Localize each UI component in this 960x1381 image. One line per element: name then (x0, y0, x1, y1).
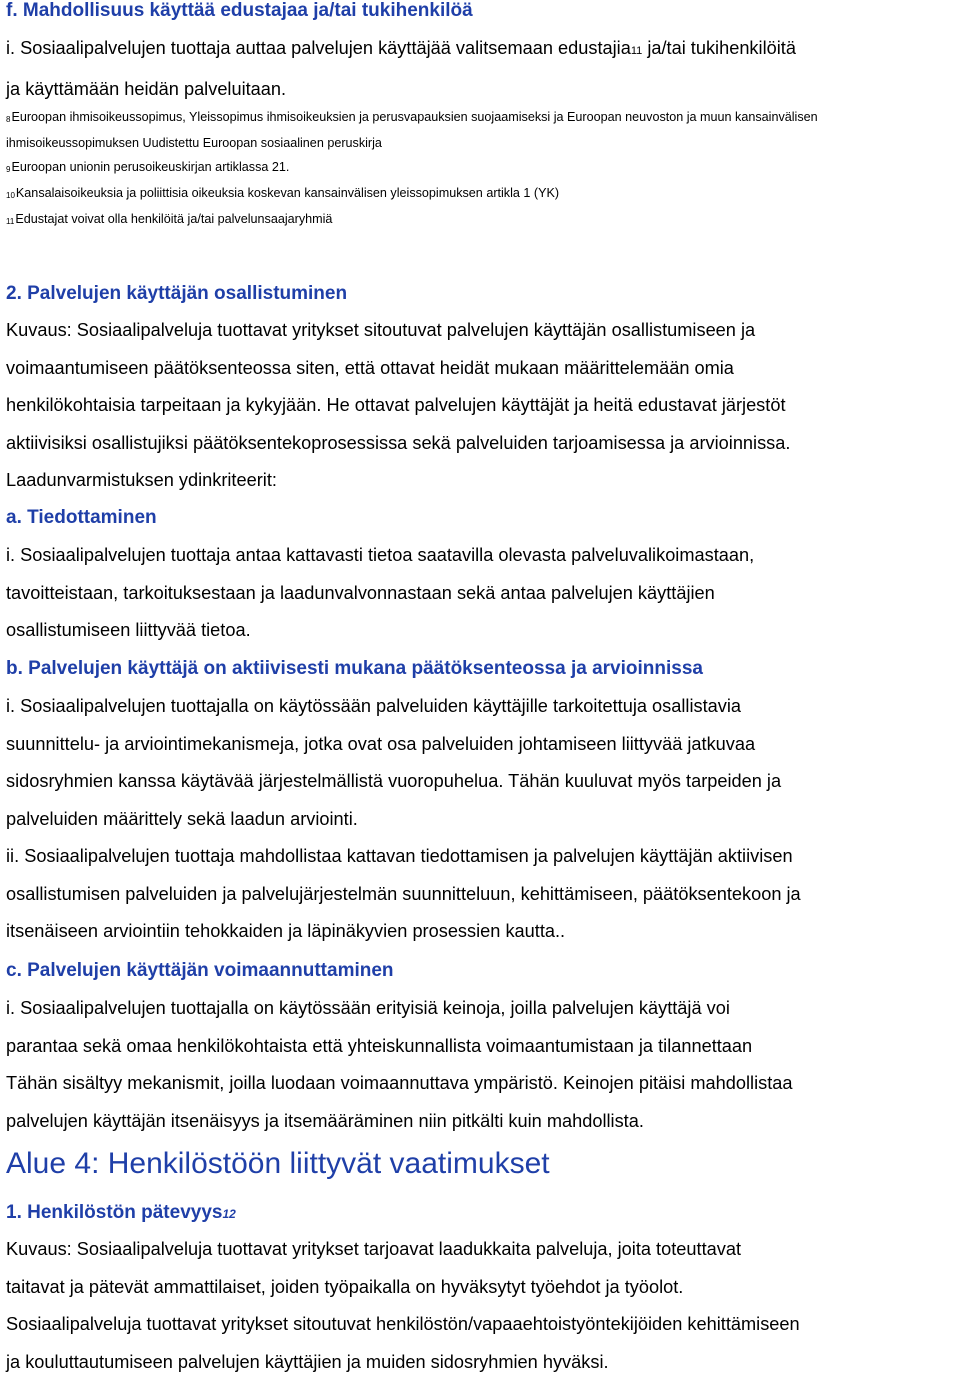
paragraph-line: suunnittelu- ja arviointimekanismeja, jotka ovat osa palveluiden johtamiseen liittyvää jatkuvaa (6, 733, 756, 754)
paragraph-line: parantaa sekä omaa henkilökohtaista että yhteiskunnallista voimaantumistaan ja tilannettaan (6, 1035, 753, 1056)
footnote-text: Kansalaisoikeuksia ja poliittisia oikeuksia koskevan kansainvälisen yleissopimuksen artikla 1 (YK) (15, 186, 560, 200)
paragraph-line: ja kouluttautumiseen palvelujen käyttäjien ja muiden sidosryhmien hyväksi. (6, 1351, 609, 1372)
footnote-number: 10 (6, 191, 15, 200)
paragraph-line (6, 30, 796, 71)
footnote-text: ihmisoikeussopimuksen Uudistettu Euroopan sosiaalinen peruskirja (6, 136, 382, 150)
section-2-title: 2. Palvelujen käyttäjän osallistuminen (6, 283, 348, 304)
footnote-8 (6, 105, 818, 131)
paragraph-line: Laadunvarmistuksen ydinkriteerit: (6, 470, 277, 491)
footnotes (6, 105, 818, 233)
paragraph-f-i (6, 30, 796, 108)
footnote-ref: 12 (222, 1207, 236, 1221)
area-4-title: Alue 4: Henkilöstöön liittyvät vaatimukset (6, 1147, 550, 1180)
paragraph-line: itsenäiseen arviointiin tehokkaiden ja läpinäkyvien prosessien kautta.. (6, 921, 566, 942)
text-segment: i. Sosiaalipalvelujen tuottaja auttaa palvelujen käyttäjää valitsemaan edustajia (6, 38, 631, 58)
subsection-b-ii (6, 838, 801, 951)
subsection-b-i (6, 688, 781, 838)
paragraph-line: sidosryhmien kanssa käytävää järjestelmällistä vuoropuhelua. Tähän kuuluvat myös tarpeiden ja (6, 771, 782, 792)
paragraph-line: tavoitteistaan, tarkoituksestaan ja laadunvalvonnastaan sekä antaa palvelujen käyttäjien (6, 582, 715, 603)
subsection-c-i (6, 990, 793, 1140)
paragraph-line: henkilökohtaisia tarpeitaan ja kykyjään. He ottavat palvelujen käyttäjät ja heitä edustavat järjestöt (6, 395, 786, 416)
footnote-number: 8 (6, 115, 11, 124)
footnote-ref: 11 (630, 45, 643, 57)
footnote-11 (6, 207, 818, 233)
footnote-number: 11 (6, 217, 15, 226)
paragraph-line: Kuvaus: Sosiaalipalveluja tuottavat yritykset sitoutuvat palvelujen käyttäjän osallistumiseen ja (6, 320, 756, 340)
heading-text: 1. Henkilöstön pätevyys (6, 1202, 223, 1223)
paragraph-line: ja käyttämään heidän palveluitaan. (6, 78, 287, 99)
paragraph-line: aktiivisiksi osallistujiksi päätöksentekoprosessissa sekä palveluiden tarjoamisessa ja arvioinnissa. (6, 432, 791, 453)
paragraph-line: i. Sosiaalipalvelujen tuottajalla on käytössään erityisiä keinoja, joilla palvelujen käyttäjä voi (6, 998, 730, 1018)
subsection-b-title: b. Palvelujen käyttäjä on aktiivisesti mukana päätöksenteossa ja arvioinnissa (6, 658, 703, 679)
footnote-text: Euroopan ihmisoikeussopimus, Yleissopimus ihmisoikeuksien ja perusvapauksien suojaamiseksi ja Euroopan neuvoston ja muun kansainvälisen (11, 110, 818, 124)
paragraph-line: osallistumisen palveluiden ja palvelujärjestelmän suunnitteluun, kehittämiseen, päätöksentekoon ja (6, 883, 801, 904)
paragraph-line: palveluiden määrittely sekä laadun arviointi. (6, 808, 358, 829)
area-4-sub1-title (6, 1200, 236, 1227)
section-heading-f: f. Mahdollisuus käyttää edustajaa ja/tai tukihenkilöä (6, 0, 473, 21)
paragraph-line: osallistumiseen liittyvää tietoa. (6, 620, 251, 641)
subsection-a-title: a. Tiedottaminen (6, 507, 157, 528)
footnote-8-cont (6, 131, 818, 155)
paragraph-line: ii. Sosiaalipalvelujen tuottaja mahdollistaa kattavan tiedottamisen ja palvelujen käyttäjän aktiivisen (6, 846, 793, 866)
paragraph-line: Sosiaalipalveluja tuottavat yritykset sitoutuvat henkilöstön/vapaaehtoistyöntekijöiden kehittämiseen (6, 1314, 800, 1335)
footnote-number: 9 (6, 165, 11, 174)
footnote-10 (6, 181, 818, 207)
paragraph-line: Kuvaus: Sosiaalipalveluja tuottavat yritykset tarjoavat laadukkaita palveluja, joita toteuttavat (6, 1239, 741, 1259)
paragraph-line: taitavat ja pätevät ammattilaiset, joiden työpaikalla on hyväksytyt työehdot ja työolot. (6, 1276, 684, 1297)
subsection-a-i (6, 537, 754, 650)
paragraph-line: palvelujen käyttäjän itsenäisyys ja itsemääräminen niin pitkälti kuin mahdollista. (6, 1110, 644, 1131)
paragraph-line: Tähän sisältyy mekanismit, joilla luodaan voimaannuttava ympäristö. Keinojen pitäisi mahdollistaa (6, 1073, 793, 1094)
area-4-description (6, 1231, 800, 1381)
subsection-c-title: c. Palvelujen käyttäjän voimaannuttaminen (6, 960, 394, 981)
paragraph-line: i. Sosiaalipalvelujen tuottaja antaa kattavasti tietoa saatavilla olevasta palveluvalikoimastaan, (6, 545, 755, 565)
section-2-description (6, 312, 790, 500)
paragraph-line: i. Sosiaalipalvelujen tuottajalla on käytössään palveluiden käyttäjille tarkoitettuja osallistavia (6, 696, 742, 716)
footnote-text: Euroopan unionin perusoikeuskirjan artiklassa 21. (11, 160, 290, 174)
footnote-text: Edustajat voivat olla henkilöitä ja/tai palvelunsaajaryhmiä (15, 212, 333, 226)
text-segment: ja/tai tukihenkilöitä (642, 38, 796, 58)
paragraph-line: voimaantumiseen päätöksenteossa siten, että ottavat heidät mukaan määrittelemään omia (6, 357, 734, 378)
footnote-9 (6, 155, 818, 181)
